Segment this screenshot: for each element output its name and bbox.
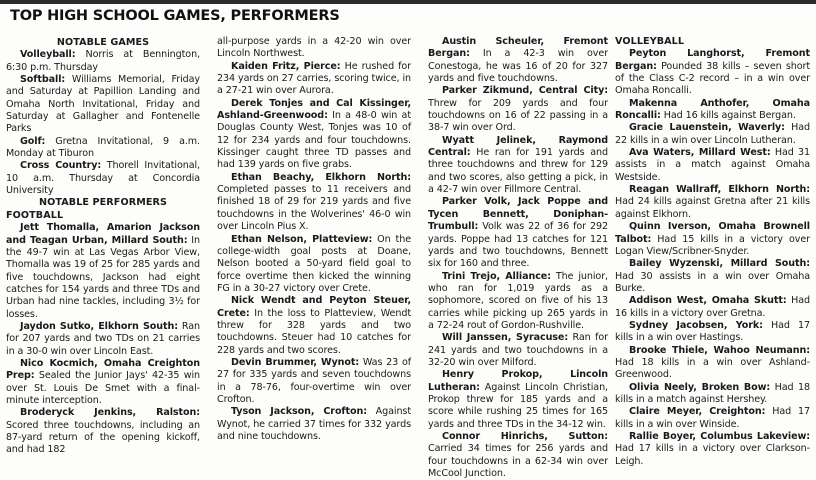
performer-name: Jett Thomalla, Amarion Jackson and Teagan Urban, Millard South: bbox=[6, 222, 200, 246]
performer-text: Threw for 209 yards and four touchdowns on 16 of 22 passing in a 38-7 win over Ord. bbox=[428, 97, 608, 134]
game-entry bbox=[6, 49, 200, 74]
game-text: Thorell Invitational, 10 a.m. Thursday at Concordia University bbox=[6, 160, 200, 197]
game-sport: Softball: bbox=[20, 74, 66, 86]
performer-entry bbox=[217, 295, 411, 357]
performer-text: In the 49-7 win at Las Vegas Arbor View, Thomalla was 19 of 25 for 285 yards and five touchdowns, Jackson had eight catches for 154 yards and three TDs and Urban had nine tackles, including 3½ for losses. bbox=[6, 234, 200, 320]
performer-entry bbox=[217, 234, 411, 296]
performer-entry bbox=[615, 48, 810, 97]
performer-name: Olivia Neely, Broken Bow: bbox=[629, 381, 771, 393]
performer-name: Peyton Langhorst, Fremont Bergan: bbox=[615, 48, 810, 72]
performer-entry bbox=[428, 332, 608, 369]
performer-entry bbox=[6, 358, 200, 407]
top-rule bbox=[0, 0, 816, 4]
performer-name: Parker Volk, Jack Poppe and Tycen Bennett, Doniphan-Trumbull: bbox=[428, 196, 608, 233]
performer-text: Had 24 kills against Gretna after 21 kills against Elkhorn. bbox=[615, 196, 810, 220]
performer-name: Claire Meyer, Creighton: bbox=[629, 406, 766, 418]
section-head-notable-performers: NOTABLE PERFORMERS bbox=[39, 197, 167, 209]
performer-text: Had 18 kills in a win over Ashland-Greenwood. bbox=[615, 356, 810, 381]
performer-entry bbox=[615, 258, 810, 295]
performer-text: Had 22 kills in a win over Lincoln Lutheran. bbox=[615, 122, 810, 146]
performer-entry bbox=[6, 407, 200, 456]
performer-name: Reagan Wallraff, Elkhorn North: bbox=[629, 184, 810, 196]
performer-text: Completed passes to 11 receivers and finished 18 of 29 for 219 yards and five touchdowns in the Wolverines' 46-0 win over Lincoln Pius X. bbox=[217, 184, 411, 233]
performer-entry bbox=[217, 172, 411, 234]
performer-entry bbox=[615, 122, 810, 147]
performer-entry bbox=[428, 369, 608, 431]
performer-name: Gracie Lauenstein, Waverly: bbox=[629, 122, 785, 134]
section-head-notable-games: NOTABLE GAMES bbox=[56, 37, 150, 48]
performer-text: He ran for 191 yards and three touchdowns and threw for 129 and two scores, also getting a pick, in a 42-7 win over Fillmore Central. bbox=[428, 147, 608, 196]
performer-text: Had 17 kills in a win over Winside. bbox=[615, 406, 811, 430]
performer-entry bbox=[615, 382, 810, 407]
section-head-volleyball: VOLLEYBALL bbox=[615, 36, 685, 47]
performer-entry bbox=[6, 321, 200, 358]
performer-text: Against Wynot, he carried 37 times for 332 yards and nine touchdowns. bbox=[217, 406, 411, 442]
performer-text: Was 23 of 27 for 335 yards and seven touchdowns in a 78-76, four-overtime win over Crofton. bbox=[217, 356, 411, 405]
performer-text: In the loss to Platteview, Wendt threw for 328 yards and two touchdowns. Steuer had 10 catches for 228 yards and two scores. bbox=[217, 307, 411, 356]
performer-text: He rushed for 234 yards on 27 carries, scoring twice, in a 27-21 win over Aurora. bbox=[217, 60, 411, 97]
performer-text: Had 31 assists in a match against Omaha Westside. bbox=[615, 147, 810, 183]
column-2 bbox=[217, 36, 411, 440]
performer-name: Trini Trejo, Alliance: bbox=[442, 270, 551, 282]
performer-name: Rallie Boyer, Columbus Lakeview: bbox=[629, 431, 810, 442]
performer-name: Ethan Nelson, Platteview: bbox=[231, 233, 373, 245]
continued-text: all-purpose yards in a 42-20 win over Lincoln Northwest. bbox=[217, 36, 411, 60]
performer-name: Ethan Beachy, Elkhorn North: bbox=[231, 171, 411, 183]
performer-name: Will Janssen, Syracuse: bbox=[442, 332, 569, 344]
game-entry bbox=[6, 136, 200, 161]
game-text: Gretna Invitational, 9 a.m. Monday at Tiburon bbox=[6, 135, 200, 160]
performer-name: Parker Zikmund, Central City: bbox=[442, 85, 608, 97]
performer-name: Jaydon Sutko, Elkhorn South: bbox=[20, 320, 178, 332]
performer-entry bbox=[428, 135, 608, 197]
performer-entry bbox=[615, 98, 810, 123]
game-entry bbox=[6, 74, 200, 136]
performer-entry bbox=[428, 431, 608, 480]
performer-entry bbox=[615, 431, 810, 468]
performer-entry bbox=[428, 85, 608, 134]
performer-text: Volk was 22 of 36 for 292 yards. Poppe had 13 catches for 121 yards and two touchdowns, Bennett six for 160 and three. bbox=[428, 221, 608, 270]
game-sport: Golf: bbox=[20, 135, 46, 147]
column-4 bbox=[615, 36, 811, 467]
performer-name: Connor Hinrichs, Sutton: bbox=[442, 431, 608, 442]
performer-entry bbox=[217, 98, 411, 172]
performer-name: Makenna Anthofer, Omaha Roncalli: bbox=[615, 97, 810, 122]
performer-text: Ran for 241 yards and two touchdowns in a 32-20 win over Milford. bbox=[428, 332, 609, 368]
performer-name: Nico Kocmich, Omaha Creighton Prep: bbox=[6, 357, 200, 382]
performer-entry bbox=[217, 357, 411, 406]
game-text: Williams Memorial, Friday and Saturday at Papillion Landing and Omaha North Invitational, Friday and Saturday at Gallagher and Fontenelle Parks bbox=[6, 74, 200, 135]
performer-text: Against Lincoln Christian, Prokop threw for 185 yards and a score while rushing 25 times for 165 yards and three TDs in the 34-12 win. bbox=[428, 381, 608, 430]
performer-name: Wyatt Jelinek, Raymond Central: bbox=[428, 134, 608, 159]
performer-text: Carried 34 times for 256 yards and four touchdowns in a 62-34 win over McCool Junction. bbox=[428, 443, 608, 480]
performer-name: Tyson Jackson, Crofton: bbox=[231, 406, 367, 418]
performer-text: Had 16 kills in a victory over Gretna. bbox=[615, 295, 810, 319]
performer-text: Had 30 assists in a win over Omaha Burke. bbox=[615, 270, 810, 294]
performer-name: Henry Prokop, Lincoln Lutheran: bbox=[428, 369, 608, 393]
performer-entry bbox=[428, 36, 608, 85]
performer-name: Quinn Iverson, Omaha Brownell Talbot: bbox=[615, 221, 810, 245]
game-sport: Volleyball: bbox=[20, 49, 76, 61]
performer-text: Pounded 38 kills – seven short of the Class C-2 record – in a win over Omaha Roncalli. bbox=[615, 60, 810, 97]
performer-text: The junior, who ran for 1,019 yards as a sophomore, scored on five of his 13 carries while picking up 265 yards in a 72-24 rout of Gordon-Rushville. bbox=[428, 270, 608, 331]
performer-entry bbox=[615, 184, 810, 221]
performer-text: Ran for 207 yards and two TDs on 21 carries in a 30-0 win over Lincoln East. bbox=[6, 320, 200, 357]
performer-name: Bailey Wyzenski, Millard South: bbox=[629, 258, 810, 270]
performer-name: Devin Brummer, Wynot: bbox=[231, 356, 360, 368]
performer-name: Kaiden Fritz, Pierce: bbox=[231, 60, 341, 72]
column-1 bbox=[6, 37, 200, 456]
performer-name: Addison West, Omaha Skutt: bbox=[629, 295, 787, 307]
performer-entry bbox=[615, 406, 810, 431]
performer-name: Broderyck Jenkins, Ralston: bbox=[20, 407, 200, 419]
performer-name: Derek Tonjes and Cal Kissinger, Ashland-Greenwood: bbox=[217, 97, 411, 122]
performer-entry bbox=[615, 221, 810, 258]
performer-text: Had 15 kills in a victory over Logan View/Scribner-Snyder. bbox=[615, 233, 810, 257]
game-entry bbox=[6, 160, 200, 197]
column-3 bbox=[428, 36, 609, 480]
game-sport: Cross Country: bbox=[20, 160, 102, 172]
game-text: Norris at Bennington, 6:30 p.m. Thursday bbox=[6, 49, 200, 73]
performer-name: Sydney Jacobsen, York: bbox=[629, 319, 763, 331]
performer-entry bbox=[615, 295, 810, 320]
performer-text: In a 48-0 win at Douglas County West, Tonjes was 10 of 12 for 234 yards and four touchdowns. Kissinger caught three TD passes and had 139 yards on five grabs. bbox=[217, 110, 411, 171]
performer-entry bbox=[217, 61, 411, 98]
performer-text: On the college-width goal posts at Doane, Nelson booted a 50-yard field goal to force overtime then kicked the winning FG in a 30-27 victory over Crete. bbox=[217, 233, 411, 294]
performer-name: Ava Waters, Millard West: bbox=[629, 147, 771, 159]
performer-name: Nick Wendt and Peyton Steuer, Crete: bbox=[217, 295, 411, 319]
performer-name: Brooke Thiele, Wahoo Neumann: bbox=[629, 344, 810, 356]
section-head-football: FOOTBALL bbox=[6, 209, 64, 221]
performer-text: Had 18 kills in a match against Hershey. bbox=[615, 381, 810, 405]
performer-text: Had 17 kills in a victory over Clarkson-Leigh. bbox=[615, 443, 810, 467]
performer-entry bbox=[615, 147, 810, 184]
performer-entry bbox=[615, 320, 810, 345]
performer-entry bbox=[428, 196, 608, 270]
performer-text: Sealed the Junior Jays' 42-35 win over St. Louis De Smet with a final-minute interception. bbox=[6, 370, 200, 406]
performer-entry bbox=[428, 271, 608, 333]
page-title: TOP HIGH SCHOOL GAMES, PERFORMERS bbox=[10, 8, 340, 24]
performer-text: Had 16 kills against Bergan. bbox=[660, 110, 796, 122]
performer-text: Had 17 kills in a win over Hastings. bbox=[615, 319, 811, 344]
performer-text: Scored three touchdowns, including an 87-yard return of the opening kickoff, and had 182 bbox=[6, 419, 200, 456]
performer-entry bbox=[615, 345, 810, 382]
performer-entry bbox=[217, 406, 411, 443]
performer-entry bbox=[6, 222, 200, 321]
performer-name: Austin Scheuler, Fremont Bergan: bbox=[428, 36, 608, 60]
performer-text: In a 42-3 win over Conestoga, he was 16 of 20 for 327 yards and five touchdowns. bbox=[428, 48, 608, 85]
